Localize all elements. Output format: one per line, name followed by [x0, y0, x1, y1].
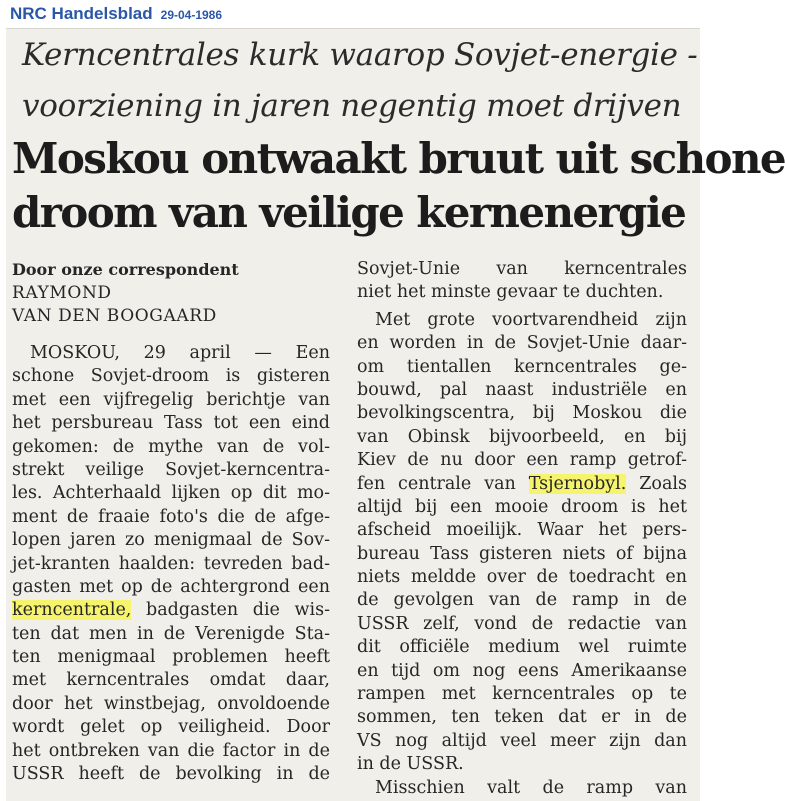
- headline-line-2: droom van veilige kernenergie: [12, 188, 686, 237]
- article-line: altijd bij een mooie droom is het: [357, 496, 687, 517]
- highlighted-word: kerncentrale,: [12, 600, 132, 621]
- kicker-line-2: voorziening in jaren negentig moet drijven: [22, 88, 682, 124]
- article-line: met kerncentrales omdat daar,: [12, 670, 330, 691]
- article-line: lopen jaren zo menigmaal de Sov-: [12, 530, 330, 551]
- article-line: Sovjet-Unie van kerncentrales: [357, 259, 687, 279]
- article-column-left: [12, 258, 330, 786]
- article-line: dit officiële medium wel ruimte: [357, 637, 687, 658]
- article-line: om tientallen kerncentrales ge-: [357, 356, 687, 377]
- article-line: ten dat men in de Verenigde Sta-: [12, 623, 330, 644]
- article-line: en tijd om nog eens Amerikaanse: [357, 660, 687, 681]
- byline-name-1: RAYMOND: [12, 283, 112, 303]
- headline-line-1: Moskou ontwaakt bruut uit schone: [12, 134, 785, 183]
- article-line: gasten met op de achtergrond een: [12, 576, 330, 597]
- article-line: USSR heeft de bevolking in de: [12, 764, 330, 785]
- article-line: het persbureau Tass tot een eind: [12, 413, 330, 434]
- article-line: en worden in de Sovjet-Unie daar-: [357, 333, 687, 354]
- article-line: wordt gelet op veiligheid. Door: [12, 717, 330, 738]
- article-line: in de USSR.: [357, 754, 464, 775]
- line-remainder: badgasten die wis-: [131, 600, 330, 621]
- highlighted-word: Tsjernobyl.: [528, 473, 627, 494]
- article-line: van Obinsk bijvoorbeeld, en bij: [357, 426, 687, 447]
- article-line: de gevolgen van de ramp in de: [357, 590, 687, 611]
- article-line-highlighted: [12, 599, 330, 622]
- article-line: bevolkingscentra, bij Moskou die: [357, 403, 687, 424]
- article-line: afscheid moeilijk. Waar het pers-: [357, 520, 687, 541]
- article-line: schone Sovjet-droom is gisteren: [12, 366, 330, 387]
- article-line: USSR zelf, vond de redactie van: [357, 613, 687, 634]
- article-line: jet-kranten haalden: tevreden bad-: [12, 553, 330, 574]
- kicker-line-1: Kerncentrales kurk waarop Sovjet-energie -: [22, 37, 698, 73]
- article-line: gekomen: de mythe van de vol-: [12, 436, 330, 457]
- article-column-right: [357, 258, 687, 800]
- article-line: Met grote voortvarendheid zijn: [375, 309, 687, 330]
- byline-label: Door onze correspondent: [12, 260, 239, 279]
- line-end: Zoals: [626, 473, 687, 494]
- article-line: rampen met kerncentrales op te: [357, 684, 687, 705]
- article-line: het ontbreken van die factor in de: [12, 740, 330, 761]
- article-line: ten menigmaal problemen heeft: [12, 647, 330, 668]
- article-line: niet het minste gevaar te duchten.: [357, 282, 664, 303]
- article-line: VS nog altijd veel meer zijn dan: [357, 730, 687, 751]
- article-line: MOSKOU, 29 april — Een: [30, 343, 330, 363]
- article-line-highlighted: [357, 473, 687, 496]
- newspaper-name: NRC Handelsblad: [10, 4, 153, 23]
- masthead: [10, 4, 222, 28]
- article-line: niets meldde over de toedracht en: [357, 567, 687, 588]
- article-line: Kiev de nu door een ramp getrof-: [357, 450, 687, 471]
- article-line: les. Achterhaald lijken op dit mo-: [12, 483, 330, 504]
- article-line: strekt veilige Sovjet-kerncentra-: [12, 459, 330, 480]
- article-line: sommen, ten teken dat er in de: [357, 707, 687, 728]
- byline-name-2: VAN DEN BOOGAARD: [12, 306, 217, 326]
- article-line: bureau Tass gisteren niets of bijna: [357, 543, 687, 564]
- article-line: met een vijfregelig berichtje van: [12, 389, 330, 410]
- article-line: door het winstbejag, onvoldoende: [12, 693, 330, 714]
- article-line: bouwd, pal naast industriële en: [357, 379, 687, 400]
- article-line: ment de fraaie foto's die de afge-: [12, 506, 330, 527]
- article-line: Misschien valt de ramp van: [375, 777, 687, 798]
- line-start: fen centrale van: [357, 473, 529, 494]
- publication-date: 29-04-1986: [160, 8, 223, 22]
